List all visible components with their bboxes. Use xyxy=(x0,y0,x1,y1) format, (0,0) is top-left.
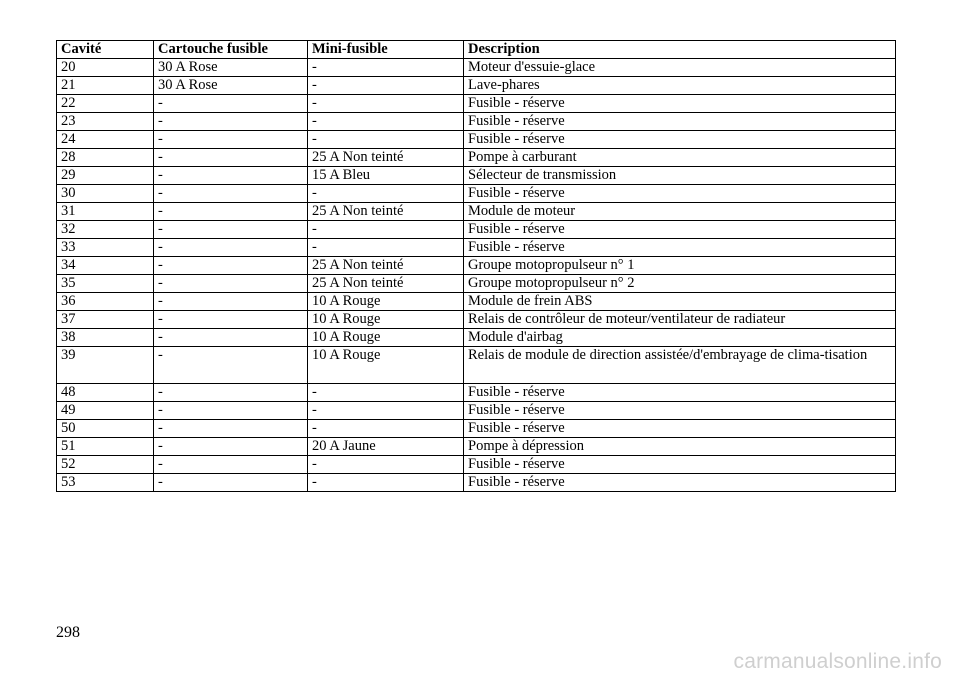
cell-cartouche-fusible: 30 A Rose xyxy=(154,77,308,95)
cell-description: Fusible - réserve xyxy=(464,384,896,402)
cell-cavite: 48 xyxy=(57,384,154,402)
cell-cavite: 50 xyxy=(57,420,154,438)
cell-mini-fusible: - xyxy=(308,59,464,77)
cell-cartouche-fusible: - xyxy=(154,149,308,167)
cell-description: Fusible - réserve xyxy=(464,420,896,438)
cell-mini-fusible: 25 A Non teinté xyxy=(308,203,464,221)
cell-cartouche-fusible: - xyxy=(154,95,308,113)
cell-mini-fusible: - xyxy=(308,420,464,438)
cell-cavite: 32 xyxy=(57,221,154,239)
table-row xyxy=(57,95,896,113)
cell-mini-fusible: 10 A Rouge xyxy=(308,329,464,347)
cell-description: Relais de module de direction assistée/d'embrayage de clima-tisation xyxy=(464,347,896,384)
table-row xyxy=(57,275,896,293)
cell-description: Sélecteur de transmission xyxy=(464,167,896,185)
cell-cartouche-fusible: - xyxy=(154,474,308,492)
cell-description: Pompe à dépression xyxy=(464,438,896,456)
cell-cartouche-fusible: - xyxy=(154,257,308,275)
cell-mini-fusible: 25 A Non teinté xyxy=(308,275,464,293)
cell-cartouche-fusible: - xyxy=(154,221,308,239)
cell-cavite: 30 xyxy=(57,185,154,203)
cell-description: Fusible - réserve xyxy=(464,239,896,257)
cell-cavite: 24 xyxy=(57,131,154,149)
cell-mini-fusible: - xyxy=(308,221,464,239)
cell-cartouche-fusible: - xyxy=(154,311,308,329)
cell-description: Fusible - réserve xyxy=(464,95,896,113)
cell-cavite: 21 xyxy=(57,77,154,95)
cell-cavite: 36 xyxy=(57,293,154,311)
cell-cartouche-fusible: - xyxy=(154,329,308,347)
cell-description: Groupe motopropulseur n° 2 xyxy=(464,275,896,293)
cell-mini-fusible: - xyxy=(308,456,464,474)
table-row xyxy=(57,77,896,95)
cell-cartouche-fusible: - xyxy=(154,347,308,384)
table-row xyxy=(57,420,896,438)
table-row xyxy=(57,474,896,492)
cell-description: Fusible - réserve xyxy=(464,113,896,131)
cell-description: Moteur d'essuie-glace xyxy=(464,59,896,77)
cell-description: Fusible - réserve xyxy=(464,131,896,149)
cell-cartouche-fusible: - xyxy=(154,420,308,438)
cell-mini-fusible: 20 A Jaune xyxy=(308,438,464,456)
cell-description: Fusible - réserve xyxy=(464,402,896,420)
table-row xyxy=(57,203,896,221)
cell-description: Relais de contrôleur de moteur/ventilateur de radiateur xyxy=(464,311,896,329)
cell-cavite: 33 xyxy=(57,239,154,257)
cell-cavite: 34 xyxy=(57,257,154,275)
cell-description: Groupe motopropulseur n° 1 xyxy=(464,257,896,275)
cell-mini-fusible: - xyxy=(308,95,464,113)
cell-description: Pompe à carburant xyxy=(464,149,896,167)
cell-mini-fusible: - xyxy=(308,474,464,492)
cell-mini-fusible: - xyxy=(308,185,464,203)
fuse-table xyxy=(56,40,896,492)
header-description: Description xyxy=(464,41,896,59)
cell-mini-fusible: 25 A Non teinté xyxy=(308,149,464,167)
cell-mini-fusible: - xyxy=(308,239,464,257)
cell-mini-fusible: 10 A Rouge xyxy=(308,293,464,311)
table-row xyxy=(57,293,896,311)
cell-cavite: 22 xyxy=(57,95,154,113)
cell-cavite: 31 xyxy=(57,203,154,221)
cell-cavite: 28 xyxy=(57,149,154,167)
table-row xyxy=(57,185,896,203)
cell-description: Fusible - réserve xyxy=(464,474,896,492)
cell-cavite: 52 xyxy=(57,456,154,474)
page-number: 298 xyxy=(56,624,80,641)
cell-cavite: 39 xyxy=(57,347,154,384)
cell-mini-fusible: - xyxy=(308,77,464,95)
table-row xyxy=(57,131,896,149)
header-mini-fusible: Mini-fusible xyxy=(308,41,464,59)
cell-description: Fusible - réserve xyxy=(464,185,896,203)
cell-cartouche-fusible: - xyxy=(154,185,308,203)
cell-cartouche-fusible: - xyxy=(154,203,308,221)
cell-mini-fusible: - xyxy=(308,384,464,402)
cell-mini-fusible: 10 A Rouge xyxy=(308,311,464,329)
header-cavite: Cavité xyxy=(57,41,154,59)
table-row xyxy=(57,384,896,402)
cell-cavite: 38 xyxy=(57,329,154,347)
cell-mini-fusible: - xyxy=(308,131,464,149)
cell-cartouche-fusible: - xyxy=(154,384,308,402)
cell-mini-fusible: - xyxy=(308,113,464,131)
cell-cavite: 53 xyxy=(57,474,154,492)
cell-cavite: 49 xyxy=(57,402,154,420)
table-row xyxy=(57,239,896,257)
watermark: carmanualsonline.info xyxy=(733,650,942,673)
table-row xyxy=(57,402,896,420)
table-body xyxy=(57,59,896,492)
table-row xyxy=(57,113,896,131)
cell-cartouche-fusible: - xyxy=(154,167,308,185)
cell-mini-fusible: - xyxy=(308,402,464,420)
table-row xyxy=(57,149,896,167)
cell-cartouche-fusible: - xyxy=(154,239,308,257)
cell-description: Module d'airbag xyxy=(464,329,896,347)
cell-cavite: 51 xyxy=(57,438,154,456)
cell-cavite: 35 xyxy=(57,275,154,293)
cell-cavite: 37 xyxy=(57,311,154,329)
cell-description: Fusible - réserve xyxy=(464,456,896,474)
cell-cartouche-fusible: - xyxy=(154,293,308,311)
cell-mini-fusible: 25 A Non teinté xyxy=(308,257,464,275)
cell-cartouche-fusible: - xyxy=(154,113,308,131)
cell-description: Module de frein ABS xyxy=(464,293,896,311)
table-row xyxy=(57,59,896,77)
cell-cartouche-fusible: - xyxy=(154,275,308,293)
header-cartouche-fusible: Cartouche fusible xyxy=(154,41,308,59)
cell-description: Module de moteur xyxy=(464,203,896,221)
cell-cartouche-fusible: - xyxy=(154,438,308,456)
table-row xyxy=(57,221,896,239)
table-row xyxy=(57,438,896,456)
table-row xyxy=(57,329,896,347)
cell-cartouche-fusible: - xyxy=(154,131,308,149)
cell-mini-fusible: 10 A Rouge xyxy=(308,347,464,384)
cell-description: Lave-phares xyxy=(464,77,896,95)
table-row xyxy=(57,257,896,275)
cell-cavite: 29 xyxy=(57,167,154,185)
cell-cavite: 23 xyxy=(57,113,154,131)
table-row xyxy=(57,347,896,384)
table-row xyxy=(57,456,896,474)
cell-cavite: 20 xyxy=(57,59,154,77)
cell-description: Fusible - réserve xyxy=(464,221,896,239)
cell-cartouche-fusible: - xyxy=(154,402,308,420)
cell-cartouche-fusible: - xyxy=(154,456,308,474)
cell-cartouche-fusible: 30 A Rose xyxy=(154,59,308,77)
cell-mini-fusible: 15 A Bleu xyxy=(308,167,464,185)
table-row xyxy=(57,311,896,329)
table-row xyxy=(57,167,896,185)
table-header-row xyxy=(57,41,896,59)
